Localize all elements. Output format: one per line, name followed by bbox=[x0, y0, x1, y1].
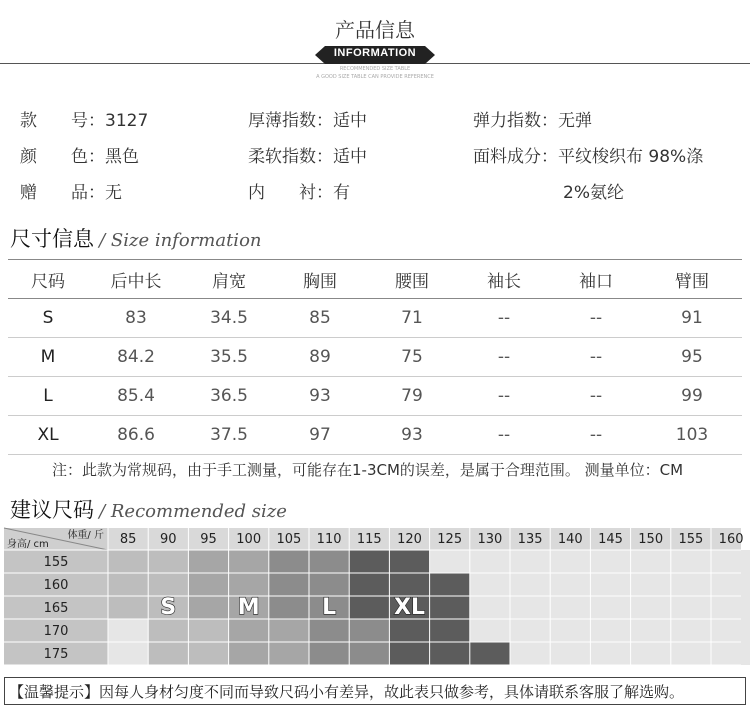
table-row bbox=[8, 377, 742, 416]
grid-cell bbox=[671, 596, 711, 619]
grid-cell bbox=[430, 596, 470, 619]
table-cell: -- bbox=[550, 416, 642, 455]
info-title: 产品信息 bbox=[335, 18, 415, 42]
grid-cell bbox=[470, 642, 510, 665]
grid-cell bbox=[631, 573, 671, 596]
table-cell: 36.5 bbox=[184, 377, 274, 416]
recommend-heading bbox=[10, 494, 287, 524]
table-row bbox=[8, 338, 742, 377]
grid-cell bbox=[309, 573, 349, 596]
grid-cell bbox=[430, 573, 470, 596]
height-label: 175 bbox=[43, 647, 69, 662]
weight-label: 100 bbox=[236, 532, 262, 547]
grid-cell bbox=[590, 550, 630, 573]
table-cell: -- bbox=[550, 338, 642, 377]
size-note: 注：此款为常规码，由于手工测量，可能存在1-3CM的误差，是属于合理范围。 测量单位：CM bbox=[52, 461, 684, 479]
grid-cell bbox=[671, 550, 711, 573]
table-row bbox=[8, 416, 742, 455]
grid-cell bbox=[269, 573, 309, 596]
grid-cell bbox=[389, 642, 429, 665]
weight-label: 120 bbox=[397, 532, 422, 547]
grid-cell bbox=[389, 573, 429, 596]
product-field-gift: 赠 品：无 bbox=[20, 183, 122, 203]
table-cell: 89 bbox=[274, 338, 366, 377]
product-field-softness: 柔软指数：适中 bbox=[248, 147, 367, 167]
col-header: 袖长 bbox=[458, 260, 550, 299]
grid-cell bbox=[148, 619, 188, 642]
table-cell: 85 bbox=[274, 299, 366, 338]
product-field-elasticity: 弹力指数：无弹 bbox=[473, 111, 592, 131]
product-field-fabric-cont: 2%氨纶 bbox=[563, 183, 624, 203]
recommend-title: 建议尺码 bbox=[10, 498, 94, 522]
size-label-l: L bbox=[322, 595, 337, 620]
table-cell: -- bbox=[458, 338, 550, 377]
weight-label: 90 bbox=[160, 532, 177, 547]
grid-cell bbox=[590, 596, 630, 619]
grid-cell bbox=[309, 619, 349, 642]
grid-cell bbox=[188, 619, 228, 642]
grid-cell bbox=[631, 619, 671, 642]
size-label-s: S bbox=[160, 595, 177, 620]
product-field-thickness: 厚薄指数：适中 bbox=[248, 111, 367, 131]
grid-cell bbox=[229, 642, 269, 665]
grid-cell bbox=[550, 573, 590, 596]
product-field-style: 款 号：3127 bbox=[20, 111, 149, 131]
table-cell: 34.5 bbox=[184, 299, 274, 338]
col-header: 臂围 bbox=[642, 260, 742, 299]
weight-label: 85 bbox=[119, 532, 137, 547]
weight-label: 135 bbox=[517, 532, 543, 547]
table-cell: 93 bbox=[274, 377, 366, 416]
grid-cell bbox=[229, 573, 269, 596]
grid-cell bbox=[349, 619, 389, 642]
corner-height-label: 身高/ cm bbox=[7, 539, 49, 550]
grid-cell bbox=[108, 642, 148, 665]
table-cell: L bbox=[8, 377, 88, 416]
grid-cell bbox=[229, 619, 269, 642]
height-label: 155 bbox=[43, 555, 69, 570]
table-cell: 83 bbox=[88, 299, 184, 338]
weight-label: 115 bbox=[356, 532, 382, 547]
weight-label: 150 bbox=[638, 532, 664, 547]
grid-cell bbox=[148, 642, 188, 665]
grid-cell bbox=[550, 619, 590, 642]
table-cell: S bbox=[8, 299, 88, 338]
table-cell: 35.5 bbox=[184, 338, 274, 377]
corner-weight-label: 体重/ 斤 bbox=[67, 530, 104, 541]
table-cell: -- bbox=[458, 416, 550, 455]
size-table-header bbox=[8, 260, 742, 299]
weight-label: 160 bbox=[718, 532, 744, 547]
grid-cell bbox=[711, 619, 750, 642]
size-info-title-en: / Size information bbox=[99, 230, 262, 251]
table-cell: 99 bbox=[642, 377, 742, 416]
weight-label: 130 bbox=[477, 532, 503, 547]
grid-cell bbox=[430, 642, 470, 665]
grid-cell bbox=[389, 550, 429, 573]
grid-cell bbox=[309, 550, 349, 573]
size-table bbox=[8, 259, 742, 455]
table-cell: -- bbox=[458, 299, 550, 338]
grid-cell bbox=[188, 642, 228, 665]
header-subtitle-2: A GOOD SIZE TABLE CAN PROVIDE REFERENCE bbox=[316, 74, 434, 80]
table-cell: 37.5 bbox=[184, 416, 274, 455]
table-cell: 79 bbox=[366, 377, 458, 416]
grid-cell bbox=[188, 550, 228, 573]
grid-cell bbox=[550, 642, 590, 665]
size-info-title: 尺寸信息 bbox=[10, 227, 94, 251]
grid-cell bbox=[349, 596, 389, 619]
recommend-grid bbox=[4, 528, 744, 665]
grid-cell bbox=[148, 550, 188, 573]
grid-cell bbox=[470, 550, 510, 573]
grid-cell bbox=[590, 642, 630, 665]
recommend-grid-svg bbox=[4, 528, 744, 665]
col-header: 肩宽 bbox=[184, 260, 274, 299]
table-cell: 85.4 bbox=[88, 377, 184, 416]
weight-label: 105 bbox=[276, 532, 302, 547]
product-field-color: 颜 色：黑色 bbox=[20, 147, 139, 167]
grid-cell bbox=[188, 573, 228, 596]
size-label-m: M bbox=[237, 595, 260, 620]
info-badge-label: INFORMATION bbox=[333, 47, 417, 59]
grid-cell bbox=[470, 596, 510, 619]
col-header: 袖口 bbox=[550, 260, 642, 299]
recommend-title-en: / Recommended size bbox=[99, 501, 287, 522]
grid-cell bbox=[510, 550, 550, 573]
table-cell: -- bbox=[550, 299, 642, 338]
grid-cell bbox=[349, 550, 389, 573]
size-info-heading bbox=[10, 223, 262, 253]
grid-cell bbox=[349, 573, 389, 596]
grid-cell bbox=[510, 596, 550, 619]
grid-cell bbox=[108, 550, 148, 573]
height-label: 170 bbox=[43, 624, 69, 639]
grid-cell bbox=[148, 573, 188, 596]
footer-tip: 【温馨提示】因每人身材匀度不同而导致尺码小有差异，故此表只做参考，具体请联系客服了解选购。 bbox=[4, 677, 746, 705]
grid-cell bbox=[269, 550, 309, 573]
grid-cell bbox=[510, 573, 550, 596]
grid-cell bbox=[711, 642, 750, 665]
header-subtitle-1: RECOMMENDED SIZE TABLE bbox=[339, 66, 411, 72]
grid-cell bbox=[510, 642, 550, 665]
table-cell: 91 bbox=[642, 299, 742, 338]
table-cell: 93 bbox=[366, 416, 458, 455]
grid-cell bbox=[108, 619, 148, 642]
size-label-xl: XL bbox=[394, 595, 425, 620]
weight-label: 155 bbox=[678, 532, 704, 547]
table-cell: 75 bbox=[366, 338, 458, 377]
weight-label: 125 bbox=[437, 532, 463, 547]
table-row bbox=[8, 299, 742, 338]
product-field-fabric: 面料成分：平纹梭织布 98%涤 bbox=[473, 147, 704, 167]
col-header: 后中长 bbox=[88, 260, 184, 299]
grid-cell bbox=[188, 596, 228, 619]
grid-cell bbox=[550, 550, 590, 573]
grid-cell bbox=[510, 619, 550, 642]
grid-cell bbox=[430, 619, 470, 642]
col-header: 胸围 bbox=[274, 260, 366, 299]
col-header: 腰围 bbox=[366, 260, 458, 299]
grid-cell bbox=[631, 550, 671, 573]
grid-cell bbox=[309, 642, 349, 665]
grid-cell bbox=[269, 619, 309, 642]
grid-cell bbox=[631, 596, 671, 619]
table-cell: M bbox=[8, 338, 88, 377]
grid-cell bbox=[671, 573, 711, 596]
grid-cell bbox=[349, 642, 389, 665]
table-cell: 71 bbox=[366, 299, 458, 338]
table-cell: 103 bbox=[642, 416, 742, 455]
grid-cell bbox=[389, 619, 429, 642]
grid-cell bbox=[108, 596, 148, 619]
weight-label: 145 bbox=[598, 532, 623, 547]
weight-label: 140 bbox=[557, 532, 583, 547]
table-cell: 84.2 bbox=[88, 338, 184, 377]
grid-cell bbox=[108, 573, 148, 596]
grid-cell bbox=[470, 573, 510, 596]
grid-cell bbox=[269, 596, 309, 619]
height-label: 165 bbox=[43, 601, 69, 616]
grid-cell bbox=[711, 596, 750, 619]
product-field-lining: 内 衬：有 bbox=[248, 183, 350, 203]
grid-cell bbox=[269, 642, 309, 665]
table-cell: 86.6 bbox=[88, 416, 184, 455]
grid-cell bbox=[711, 573, 750, 596]
table-cell: XL bbox=[8, 416, 88, 455]
grid-cell bbox=[631, 642, 671, 665]
grid-cell bbox=[671, 619, 711, 642]
grid-cell bbox=[430, 550, 470, 573]
grid-cell bbox=[550, 596, 590, 619]
grid-cell bbox=[671, 642, 711, 665]
grid-cell bbox=[470, 619, 510, 642]
table-cell: -- bbox=[550, 377, 642, 416]
weight-label: 110 bbox=[316, 532, 342, 547]
table-cell: 97 bbox=[274, 416, 366, 455]
weight-label: 95 bbox=[200, 532, 217, 547]
table-cell: 95 bbox=[642, 338, 742, 377]
table-cell: -- bbox=[458, 377, 550, 416]
grid-cell bbox=[229, 550, 269, 573]
height-label: 160 bbox=[43, 578, 69, 593]
grid-cell bbox=[590, 619, 630, 642]
grid-cell bbox=[711, 550, 750, 573]
grid-cell bbox=[590, 573, 630, 596]
col-header: 尺码 bbox=[8, 260, 88, 299]
